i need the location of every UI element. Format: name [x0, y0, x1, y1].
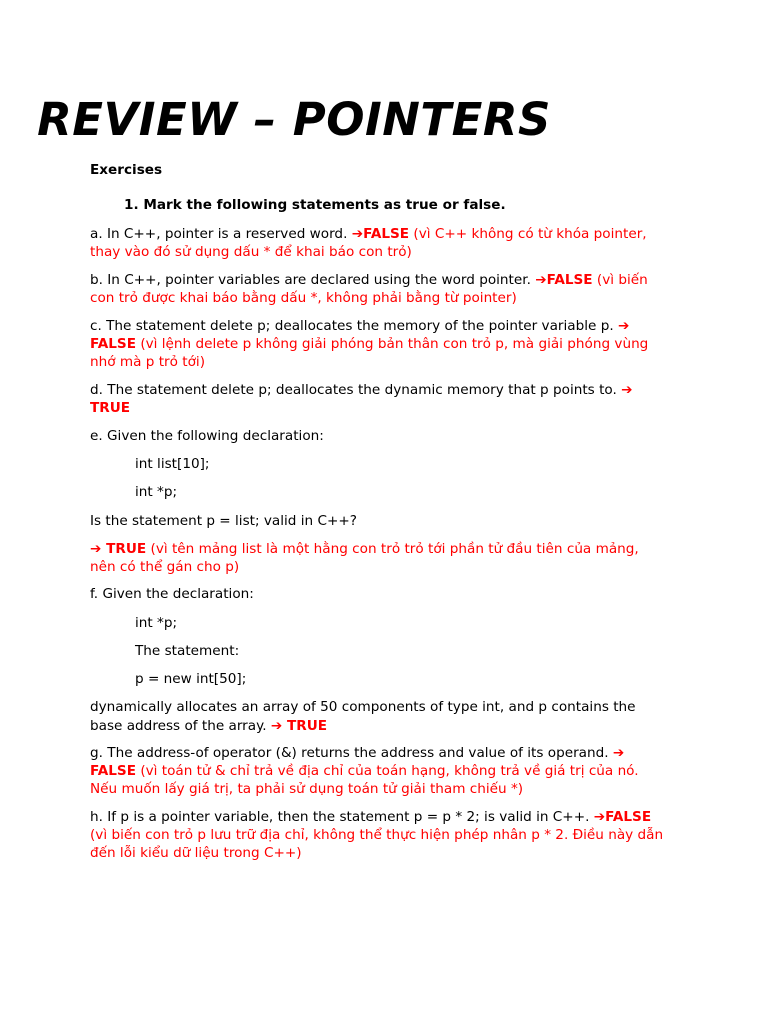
item-f-question: f. Given the declaration:: [90, 586, 254, 602]
item-d-line1: [90, 381, 633, 399]
arrow-icon: ➔: [90, 541, 102, 557]
item-b-question: b. In C++, pointer variables are declared using the word pointer.: [90, 272, 536, 288]
item-c-line2: [90, 335, 648, 353]
arrow-icon: ➔: [351, 226, 364, 242]
item-f-text2: base address of the array.: [90, 718, 271, 734]
arrow-icon: ➔: [535, 272, 547, 288]
item-e-explanation-cont: nên có thể gán cho p): [90, 559, 240, 575]
item-b-answer: FALSE: [546, 272, 593, 288]
item-e-answer: [101, 541, 146, 557]
page-title: REVIEW – POINTERS: [37, 93, 551, 146]
item-g-explanation-cont: Nếu muốn lấy giá trị, ta phải sử dụng toán tử giải tham chiếu *): [90, 781, 524, 797]
item-g-question: g. The address-of operator (&) returns the address and value of its operand.: [90, 745, 613, 761]
item-c-explanation-cont: nhớ mà p trỏ tới): [90, 354, 205, 370]
item-e-answer-text: TRUE: [106, 541, 147, 557]
item-e-explanation: (vì tên mảng list là một hằng con trỏ trỏ tới phần tử đầu tiên của mảng,: [146, 541, 639, 557]
item-h-explanation: (vì biến con trỏ p lưu trữ địa chỉ, không thể thực hiện phép nhân p * 2. Điều này dẫn: [90, 827, 664, 843]
item-h-explanation-cont: đến lỗi kiểu dữ liệu trong C++): [90, 845, 302, 861]
arrow-icon: ➔: [612, 745, 625, 761]
item-h-question: h. If p is a pointer variable, then the statement p = p * 2; is valid in C++.: [90, 809, 594, 825]
question-heading: 1. Mark the following statements as true or false.: [124, 197, 506, 213]
arrow-icon: ➔: [617, 318, 630, 334]
item-g-answer: FALSE: [90, 763, 136, 779]
item-a-line1: [90, 225, 647, 243]
item-g-line2: [90, 762, 639, 780]
arrow-icon: ➔: [621, 382, 633, 398]
item-h-line1: [90, 808, 651, 826]
item-f-code1: int *p;: [135, 615, 178, 631]
item-d-answer: TRUE: [90, 400, 131, 416]
item-e-line-answer: [90, 540, 639, 558]
item-c-answer: FALSE: [90, 336, 136, 352]
item-a-explanation: (vì C++ không có từ khóa pointer,: [409, 226, 647, 242]
item-f-code2: The statement:: [135, 643, 240, 659]
item-a-answer: FALSE: [363, 226, 410, 242]
item-e-code1: int list[10];: [135, 456, 210, 472]
item-h-answer: FALSE: [605, 809, 652, 825]
item-c-explanation: (vì lệnh delete p không giải phóng bản thân con trỏ p, mà giải phóng vùng: [136, 336, 649, 352]
item-g-line1: [90, 744, 624, 762]
item-d-question: d. The statement delete p; deallocates the dynamic memory that p points to.: [90, 382, 622, 398]
item-b-explanation-cont: con trỏ được khai báo bằng dấu *, không phải bằng từ pointer): [90, 290, 517, 306]
section-heading: Exercises: [90, 162, 163, 178]
item-e-question2: Is the statement p = list; valid in C++?: [90, 513, 357, 529]
item-b-line1: [90, 271, 648, 289]
item-f-line2: [90, 717, 327, 735]
item-c-line1: [90, 317, 629, 335]
item-e-code2: int *p;: [135, 484, 178, 500]
item-a-question: a. In C++, pointer is a reserved word.: [90, 226, 352, 242]
item-c-question: c. The statement delete p; deallocates the memory of the pointer variable p.: [90, 318, 618, 334]
item-b-explanation: (vì biến: [592, 272, 648, 288]
item-f-answer: [282, 718, 327, 734]
item-f-code3: p = new int[50];: [135, 671, 247, 687]
item-e-question: e. Given the following declaration:: [90, 428, 324, 444]
arrow-icon: ➔: [270, 718, 283, 734]
item-f-text1: dynamically allocates an array of 50 components of type int, and p contains the: [90, 699, 636, 715]
item-f-answer-text: TRUE: [286, 718, 328, 734]
item-a-explanation-cont: thay vào đó sử dụng dấu * để khai báo con trỏ): [90, 244, 412, 260]
arrow-icon: ➔: [593, 809, 606, 825]
item-g-explanation: (vì toán tử & chỉ trả về địa chỉ của toán hạng, không trả về giá trị của nó.: [136, 763, 639, 779]
